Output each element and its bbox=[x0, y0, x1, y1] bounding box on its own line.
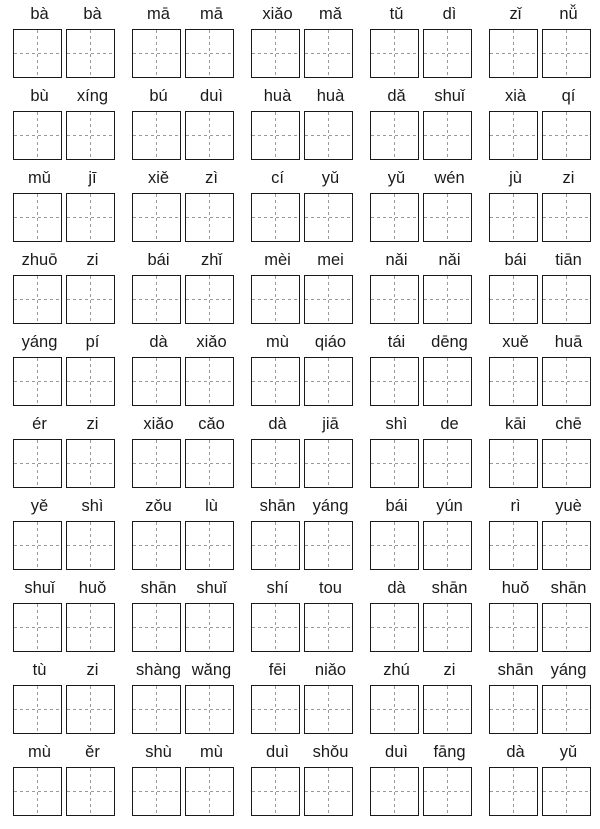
tianzige-writing-box[interactable] bbox=[542, 767, 591, 816]
pinyin-label: zi bbox=[86, 661, 99, 679]
tianzige-writing-box[interactable] bbox=[66, 685, 115, 734]
tianzige-writing-box[interactable] bbox=[370, 29, 419, 78]
pinyin-label: cí bbox=[271, 169, 284, 187]
tianzige-writing-box[interactable] bbox=[304, 275, 353, 324]
word-group bbox=[132, 741, 238, 821]
tianzige-writing-box[interactable] bbox=[66, 767, 115, 816]
tianzige-writing-box[interactable] bbox=[370, 111, 419, 160]
tianzige-writing-box[interactable] bbox=[423, 767, 472, 816]
word-group bbox=[370, 167, 476, 247]
tianzige-writing-box[interactable] bbox=[132, 111, 181, 160]
pinyin-label: zǐ bbox=[509, 5, 522, 23]
pinyin-label: yún bbox=[436, 497, 463, 515]
tianzige-writing-box[interactable] bbox=[542, 603, 591, 652]
pinyin-label: jiā bbox=[322, 415, 339, 433]
word-group bbox=[370, 495, 476, 575]
pinyin-label: shù bbox=[145, 743, 172, 761]
pinyin-label: lù bbox=[205, 497, 218, 515]
tianzige-writing-box[interactable] bbox=[251, 357, 300, 406]
tianzige-writing-box[interactable] bbox=[66, 439, 115, 488]
tianzige-writing-box[interactable] bbox=[251, 767, 300, 816]
tianzige-writing-box[interactable] bbox=[185, 29, 234, 78]
pinyin-label: nǚ bbox=[559, 5, 578, 23]
tianzige-writing-box[interactable] bbox=[304, 439, 353, 488]
tianzige-writing-box[interactable] bbox=[251, 29, 300, 78]
word-group bbox=[132, 659, 238, 739]
word-group bbox=[489, 659, 595, 739]
tianzige-writing-box[interactable] bbox=[66, 29, 115, 78]
tianzige-writing-box[interactable] bbox=[423, 685, 472, 734]
tianzige-writing-box[interactable] bbox=[370, 357, 419, 406]
tianzige-writing-box[interactable] bbox=[489, 521, 538, 570]
pinyin-label: zhuō bbox=[21, 251, 58, 269]
tianzige-writing-box[interactable] bbox=[304, 603, 353, 652]
tianzige-writing-box[interactable] bbox=[489, 767, 538, 816]
pinyin-label: yuè bbox=[555, 497, 582, 515]
tianzige-writing-box[interactable] bbox=[251, 193, 300, 242]
tianzige-writing-box[interactable] bbox=[423, 357, 472, 406]
pinyin-label: bù bbox=[30, 87, 49, 105]
tianzige-writing-box[interactable] bbox=[304, 29, 353, 78]
tianzige-writing-box[interactable] bbox=[132, 357, 181, 406]
word-group bbox=[132, 577, 238, 657]
pinyin-label: yáng bbox=[312, 497, 349, 515]
word-group bbox=[251, 741, 357, 821]
pinyin-label: shān bbox=[431, 579, 468, 597]
pinyin-label: shàng bbox=[136, 661, 181, 679]
word-group bbox=[251, 577, 357, 657]
pinyin-label: fāng bbox=[433, 743, 466, 761]
tianzige-writing-box[interactable] bbox=[489, 685, 538, 734]
pinyin-label: qiáo bbox=[314, 333, 347, 351]
tianzige-writing-box[interactable] bbox=[370, 275, 419, 324]
pinyin-label: zi bbox=[562, 169, 575, 187]
tianzige-writing-box[interactable] bbox=[132, 521, 181, 570]
word-group bbox=[132, 495, 238, 575]
tianzige-writing-box[interactable] bbox=[185, 767, 234, 816]
tianzige-writing-box[interactable] bbox=[132, 685, 181, 734]
pinyin-label: xià bbox=[504, 87, 527, 105]
word-group bbox=[489, 331, 595, 411]
pinyin-label: wǎng bbox=[191, 661, 232, 679]
pinyin-label: shì bbox=[385, 415, 408, 433]
word-group bbox=[132, 85, 238, 165]
pinyin-label: huà bbox=[316, 87, 345, 105]
pinyin-label: zi bbox=[443, 661, 456, 679]
tianzige-writing-box[interactable] bbox=[251, 603, 300, 652]
word-group bbox=[13, 495, 119, 575]
pinyin-label: bà bbox=[30, 5, 49, 23]
pinyin-label: bà bbox=[83, 5, 102, 23]
word-group bbox=[370, 659, 476, 739]
tianzige-writing-box[interactable] bbox=[185, 275, 234, 324]
pinyin-label: yě bbox=[30, 497, 49, 515]
pinyin-label: xuě bbox=[502, 333, 529, 351]
tianzige-writing-box[interactable] bbox=[13, 275, 62, 324]
pinyin-label: huà bbox=[263, 87, 292, 105]
tianzige-writing-box[interactable] bbox=[13, 439, 62, 488]
tianzige-writing-box[interactable] bbox=[489, 275, 538, 324]
word-group bbox=[370, 249, 476, 329]
tianzige-writing-box[interactable] bbox=[304, 767, 353, 816]
pinyin-label: rì bbox=[510, 497, 521, 515]
tianzige-writing-box[interactable] bbox=[132, 275, 181, 324]
pinyin-label: shān bbox=[259, 497, 296, 515]
tianzige-writing-box[interactable] bbox=[423, 111, 472, 160]
pinyin-label: mù bbox=[266, 333, 289, 351]
pinyin-label: nǎi bbox=[438, 251, 461, 269]
tianzige-writing-box[interactable] bbox=[542, 29, 591, 78]
tianzige-writing-box[interactable] bbox=[66, 193, 115, 242]
tianzige-writing-box[interactable] bbox=[13, 193, 62, 242]
tianzige-writing-box[interactable] bbox=[423, 521, 472, 570]
word-group bbox=[13, 577, 119, 657]
tianzige-writing-box[interactable] bbox=[251, 439, 300, 488]
word-group bbox=[489, 3, 595, 83]
tianzige-writing-box[interactable] bbox=[185, 521, 234, 570]
pinyin-label: jù bbox=[509, 169, 522, 187]
word-group bbox=[370, 331, 476, 411]
pinyin-label: tù bbox=[32, 661, 47, 679]
pinyin-label: jī bbox=[88, 169, 97, 187]
word-group bbox=[13, 331, 119, 411]
word-group bbox=[13, 167, 119, 247]
pinyin-label: zi bbox=[86, 415, 99, 433]
tianzige-writing-box[interactable] bbox=[370, 193, 419, 242]
pinyin-label: shān bbox=[140, 579, 177, 597]
pinyin-label: shǒu bbox=[312, 743, 349, 761]
pinyin-label: dì bbox=[442, 5, 457, 23]
tianzige-writing-box[interactable] bbox=[13, 767, 62, 816]
pinyin-label: mǎ bbox=[319, 5, 342, 23]
pinyin-label: shuǐ bbox=[196, 579, 227, 597]
pinyin-label: mèi bbox=[264, 251, 291, 269]
pinyin-label: shuǐ bbox=[24, 579, 55, 597]
pinyin-label: duì bbox=[385, 743, 408, 761]
word-group bbox=[489, 495, 595, 575]
tianzige-writing-box[interactable] bbox=[185, 685, 234, 734]
word-group bbox=[370, 413, 476, 493]
tianzige-writing-box[interactable] bbox=[304, 521, 353, 570]
word-group bbox=[370, 577, 476, 657]
word-group bbox=[13, 741, 119, 821]
tianzige-writing-box[interactable] bbox=[542, 521, 591, 570]
tianzige-writing-box[interactable] bbox=[489, 111, 538, 160]
tianzige-writing-box[interactable] bbox=[370, 685, 419, 734]
pinyin-label: nǎi bbox=[385, 251, 408, 269]
tianzige-writing-box[interactable] bbox=[489, 193, 538, 242]
tianzige-writing-box[interactable] bbox=[423, 275, 472, 324]
pinyin-label: huǒ bbox=[501, 579, 530, 597]
tianzige-writing-box[interactable] bbox=[423, 439, 472, 488]
pinyin-label: duì bbox=[200, 87, 223, 105]
pinyin-label: duì bbox=[266, 743, 289, 761]
pinyin-label: tǔ bbox=[389, 5, 404, 23]
tianzige-writing-box[interactable] bbox=[185, 193, 234, 242]
word-group bbox=[13, 85, 119, 165]
pinyin-label: shān bbox=[497, 661, 534, 679]
tianzige-writing-box[interactable] bbox=[132, 767, 181, 816]
pinyin-label: ér bbox=[32, 415, 47, 433]
tianzige-writing-box[interactable] bbox=[66, 111, 115, 160]
tianzige-writing-box[interactable] bbox=[489, 603, 538, 652]
tianzige-writing-box[interactable] bbox=[489, 439, 538, 488]
tianzige-writing-box[interactable] bbox=[13, 521, 62, 570]
pinyin-label: qí bbox=[561, 87, 576, 105]
word-group bbox=[251, 659, 357, 739]
tianzige-writing-box[interactable] bbox=[542, 111, 591, 160]
pinyin-label: ěr bbox=[85, 743, 100, 761]
pinyin-label: mǔ bbox=[28, 169, 51, 187]
pinyin-label: bái bbox=[147, 251, 170, 269]
word-group bbox=[132, 3, 238, 83]
pinyin-label: dà bbox=[268, 415, 287, 433]
tianzige-writing-box[interactable] bbox=[66, 521, 115, 570]
pinyin-label: yáng bbox=[550, 661, 587, 679]
tianzige-writing-box[interactable] bbox=[542, 357, 591, 406]
pinyin-label: mā bbox=[147, 5, 170, 23]
word-group bbox=[132, 413, 238, 493]
word-group bbox=[251, 249, 357, 329]
tianzige-writing-box[interactable] bbox=[304, 357, 353, 406]
pinyin-label: mā bbox=[200, 5, 223, 23]
word-group bbox=[13, 659, 119, 739]
pinyin-label: dǎ bbox=[387, 87, 406, 105]
pinyin-label: dà bbox=[387, 579, 406, 597]
word-group bbox=[251, 331, 357, 411]
word-group bbox=[251, 3, 357, 83]
pinyin-label: wén bbox=[434, 169, 465, 187]
pinyin-label: mù bbox=[28, 743, 51, 761]
tianzige-writing-box[interactable] bbox=[13, 357, 62, 406]
tianzige-writing-box[interactable] bbox=[423, 193, 472, 242]
word-group bbox=[489, 249, 595, 329]
tianzige-writing-box[interactable] bbox=[370, 603, 419, 652]
pinyin-label: niǎo bbox=[314, 661, 347, 679]
word-group bbox=[489, 577, 595, 657]
tianzige-writing-box[interactable] bbox=[542, 439, 591, 488]
tianzige-writing-box[interactable] bbox=[423, 603, 472, 652]
pinyin-label: shí bbox=[266, 579, 289, 597]
pinyin-label: shì bbox=[81, 497, 104, 515]
word-group bbox=[251, 167, 357, 247]
tianzige-writing-box[interactable] bbox=[185, 111, 234, 160]
tianzige-writing-box[interactable] bbox=[304, 111, 353, 160]
pinyin-label: tou bbox=[319, 579, 342, 597]
tianzige-writing-box[interactable] bbox=[185, 357, 234, 406]
word-group bbox=[489, 741, 595, 821]
tianzige-writing-box[interactable] bbox=[542, 275, 591, 324]
tianzige-writing-box[interactable] bbox=[13, 29, 62, 78]
pinyin-label: de bbox=[440, 415, 459, 433]
word-group bbox=[132, 331, 238, 411]
tianzige-writing-box[interactable] bbox=[185, 603, 234, 652]
tianzige-writing-box[interactable] bbox=[304, 685, 353, 734]
tianzige-writing-box[interactable] bbox=[370, 767, 419, 816]
pinyin-label: fēi bbox=[268, 661, 287, 679]
word-group bbox=[370, 3, 476, 83]
word-group bbox=[370, 741, 476, 821]
tianzige-writing-box[interactable] bbox=[370, 521, 419, 570]
tianzige-writing-box[interactable] bbox=[66, 275, 115, 324]
word-group bbox=[13, 249, 119, 329]
pinyin-label: dēng bbox=[431, 333, 468, 351]
pinyin-label: shuǐ bbox=[434, 87, 465, 105]
pinyin-label: bái bbox=[385, 497, 408, 515]
tianzige-writing-box[interactable] bbox=[489, 29, 538, 78]
pinyin-label: zi bbox=[86, 251, 99, 269]
tianzige-writing-box[interactable] bbox=[304, 193, 353, 242]
pinyin-label: shān bbox=[550, 579, 587, 597]
pinyin-label: pí bbox=[85, 333, 100, 351]
tianzige-writing-box[interactable] bbox=[13, 603, 62, 652]
pinyin-label: zǒu bbox=[145, 497, 172, 515]
word-group bbox=[13, 413, 119, 493]
pinyin-label: xiǎo bbox=[196, 333, 227, 351]
pinyin-label: yǔ bbox=[321, 169, 340, 187]
tianzige-writing-box[interactable] bbox=[132, 193, 181, 242]
pinyin-label: xíng bbox=[76, 87, 109, 105]
word-group bbox=[489, 167, 595, 247]
pinyin-label: yáng bbox=[21, 333, 58, 351]
pinyin-label: dà bbox=[506, 743, 525, 761]
pinyin-label: bú bbox=[149, 87, 168, 105]
tianzige-writing-box[interactable] bbox=[66, 357, 115, 406]
word-group bbox=[251, 495, 357, 575]
pinyin-label: kāi bbox=[504, 415, 527, 433]
pinyin-label: xiǎo bbox=[143, 415, 174, 433]
pinyin-label: zhǐ bbox=[200, 251, 223, 269]
tianzige-writing-box[interactable] bbox=[132, 29, 181, 78]
word-group bbox=[251, 413, 357, 493]
tianzige-writing-box[interactable] bbox=[66, 603, 115, 652]
pinyin-label: bái bbox=[504, 251, 527, 269]
pinyin-label: yǔ bbox=[387, 169, 406, 187]
word-group bbox=[13, 3, 119, 83]
tianzige-writing-box[interactable] bbox=[370, 439, 419, 488]
pinyin-label: tiān bbox=[555, 251, 582, 269]
word-group bbox=[489, 413, 595, 493]
pinyin-label: mù bbox=[200, 743, 223, 761]
tianzige-writing-box[interactable] bbox=[251, 275, 300, 324]
word-group bbox=[489, 85, 595, 165]
pinyin-label: dà bbox=[149, 333, 168, 351]
tianzige-writing-box[interactable] bbox=[13, 111, 62, 160]
pinyin-label: mei bbox=[317, 251, 344, 269]
pinyin-label: xiě bbox=[147, 169, 170, 187]
tianzige-writing-box[interactable] bbox=[542, 685, 591, 734]
tianzige-writing-box[interactable] bbox=[132, 603, 181, 652]
tianzige-writing-box[interactable] bbox=[423, 29, 472, 78]
word-group bbox=[132, 249, 238, 329]
pinyin-label: zì bbox=[205, 169, 218, 187]
pinyin-label: tái bbox=[387, 333, 406, 351]
pinyin-label: chē bbox=[555, 415, 582, 433]
pinyin-label: huǒ bbox=[78, 579, 107, 597]
tianzige-writing-box[interactable] bbox=[132, 439, 181, 488]
tianzige-writing-box[interactable] bbox=[251, 111, 300, 160]
pinyin-label: zhú bbox=[383, 661, 410, 679]
pinyin-label: cǎo bbox=[198, 415, 225, 433]
tianzige-writing-box[interactable] bbox=[542, 193, 591, 242]
tianzige-writing-box[interactable] bbox=[489, 357, 538, 406]
pinyin-label: huā bbox=[554, 333, 583, 351]
word-group bbox=[132, 167, 238, 247]
tianzige-writing-box[interactable] bbox=[251, 685, 300, 734]
pinyin-label: xiǎo bbox=[262, 5, 293, 23]
word-group bbox=[251, 85, 357, 165]
tianzige-writing-box[interactable] bbox=[251, 521, 300, 570]
tianzige-writing-box[interactable] bbox=[185, 439, 234, 488]
tianzige-writing-box[interactable] bbox=[13, 685, 62, 734]
pinyin-label: yǔ bbox=[559, 743, 578, 761]
word-group bbox=[370, 85, 476, 165]
